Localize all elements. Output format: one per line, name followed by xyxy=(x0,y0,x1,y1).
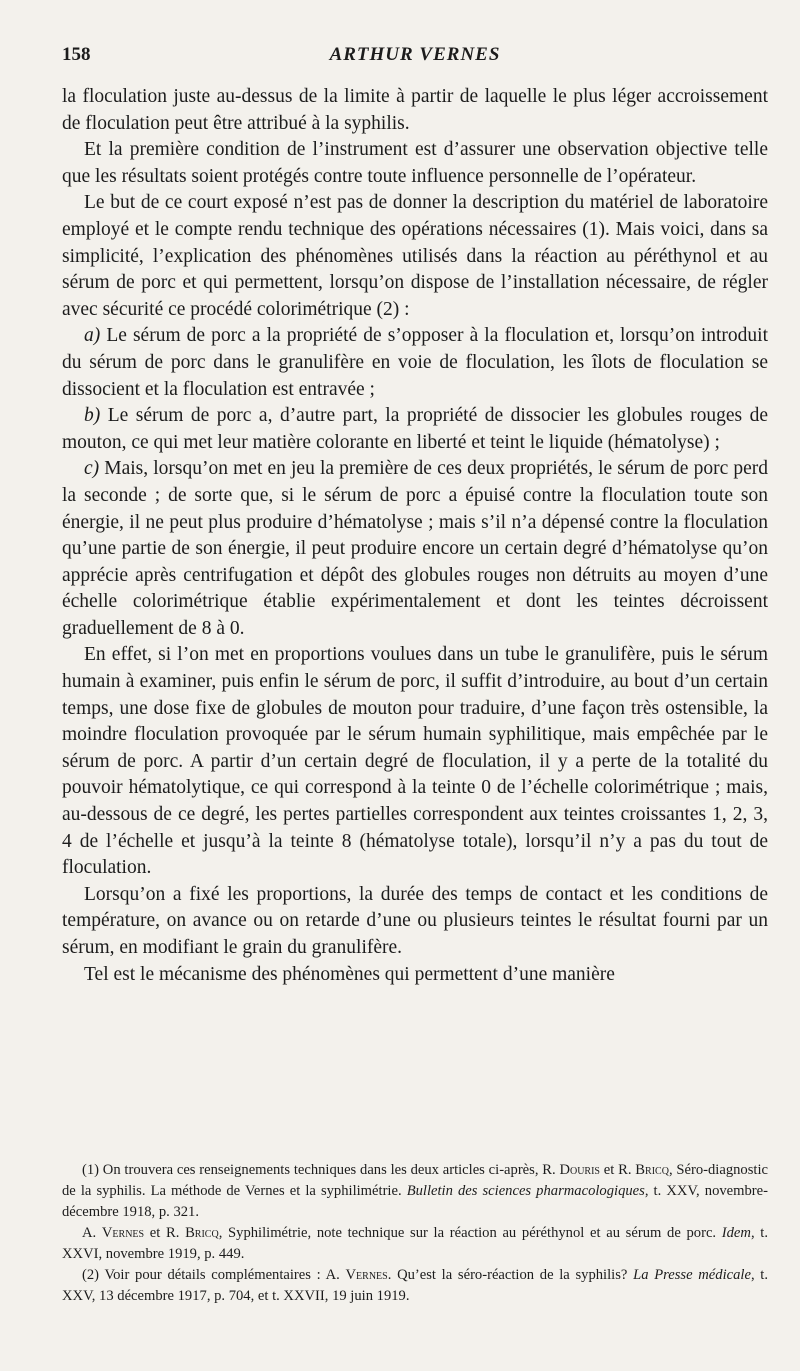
footnote-1 xyxy=(62,1160,768,1223)
paragraph-1: la floculation juste au-dessus de la limite à partir de laquelle le plus léger accroissement de floculation peut être attribué à la syphilis. xyxy=(62,86,768,134)
footnote-1-text: et R. xyxy=(600,1162,636,1178)
footnote-2 xyxy=(62,1265,768,1307)
author-name: Bricq xyxy=(185,1225,219,1241)
list-marker-c: c) xyxy=(84,458,100,480)
paragraph-9: Tel est le mécanisme des phénomènes qui permettent d’une manière xyxy=(84,963,615,985)
author-name: Bricq xyxy=(635,1162,669,1178)
page-header xyxy=(62,44,768,72)
paragraph-c-text: Mais, lorsqu’on met en jeu la première de ces deux propriétés, le sérum de porc perd la seconde ; de sorte que, si le sérum de porc a épuisé contre la floculation toute son énergie, il ne peut plus produire d’hématolyse ; mais s’il n’a dépensé contre la floculation qu’une partie de son énergie, il peut produire encore un certain degré d’hématolyse qu’on apprécie après centrifugation et dépôt des globules rouges non détruits au moyen d’une échelle colorimétrique établie expérimentalement et dont les teintes décroissent graduellement de 8 à 0. xyxy=(62,458,768,639)
footnote-1-text: (1) On trouvera ces renseignements techniques dans les deux articles ci-après, R. xyxy=(82,1162,560,1178)
footnote-3-text: , t. XXV, 13 décembre 1917, p. 704, et t. XXVII, 19 juin 1919. xyxy=(62,1267,768,1304)
paragraph-2: Et la première condition de l’instrument est d’assurer une observation objective telle que les résultats soient protégés contre toute influence personnelle de l’opérateur. xyxy=(62,139,768,187)
page-number: 158 xyxy=(62,44,91,65)
paragraph-8: Lorsqu’on a fixé les proportions, la durée des temps de contact et les conditions de température, on avance ou on retarde d’une ou plusieurs teintes le résultat fourni par un sérum, en modifiant le grain du granulifère. xyxy=(62,883,768,958)
paragraph-a xyxy=(62,323,768,403)
journal-title: Idem xyxy=(721,1225,751,1241)
running-head: ARTHUR VERNES xyxy=(329,44,501,65)
footnote-1-text: , Séro-diagnostic de la syphilis. La méthode de Vernes et la syphilimétrie. xyxy=(62,1162,768,1199)
paragraph-b-text: Le sérum de porc a, d’autre part, la propriété de dissocier les globules rouges de mouton, ce qui met leur matière colorante en liberté et teint le liquide (hématolyse) ; xyxy=(62,405,768,453)
author-name: Vernes xyxy=(101,1225,145,1241)
footnote-2-text: A. xyxy=(82,1225,102,1241)
footnote-3-text: (2) Voir pour détails complémentaires : A. xyxy=(82,1267,346,1283)
author-name: Douris xyxy=(559,1162,600,1178)
list-marker-b: b) xyxy=(84,405,101,427)
paragraph-b xyxy=(62,403,768,456)
paragraph-7: En effet, si l’on met en proportions voulues dans un tube le granulifère, puis le sérum humain à examiner, puis enfin le sérum de porc, il suffit d’introduire, au bout d’un certain temps, une dose fixe de globules de mouton pour traduire, d’une façon très ostensible, la moindre floculation provoquée par le sérum humain syphilitique, mais empêchée par le sérum de porc. A partir d’un certain degré de floculation, il y a perte de la totalité du pouvoir hématolytique, ce qui correspond à la teinte 0 de l’échelle colorimétrique ; mais, au-dessous de ce degré, les pertes partielles correspondent aux teintes croissantes 1, 2, 3, 4 de l’échelle et jusqu’à la teinte 8 (hématolyse totale), lorsqu’il n’y a pas du tout de floculation. xyxy=(62,644,768,879)
footnotes xyxy=(62,1160,768,1307)
footnote-1-continued xyxy=(62,1223,768,1265)
paragraph-a-text: Le sérum de porc a la propriété de s’opposer à la floculation et, lorsqu’on introduit du sérum de porc dans le granulifère en voie de floculation, les îlots de floculation se dissocient et la floculation est entravée ; xyxy=(62,325,768,400)
journal-title: Bulletin des sciences pharmacologiques xyxy=(406,1183,645,1199)
footnote-2-text: , t. XXVI, novembre 1919, p. 449. xyxy=(62,1225,768,1262)
footnote-1-text: , t. XXV, novembre-décembre 1918, p. 321. xyxy=(62,1183,768,1220)
footnote-3-text: . Qu’est la séro-réaction de la syphilis? xyxy=(387,1267,634,1283)
body-text xyxy=(62,84,768,988)
footnote-2-text: , Syphilimétrie, note technique sur la réaction au péréthynol et au sérum de porc. xyxy=(218,1225,722,1241)
list-marker-a: a) xyxy=(84,325,101,347)
journal-title: La Presse médicale xyxy=(633,1267,751,1283)
paragraph-c xyxy=(62,456,768,642)
author-name: Vernes xyxy=(345,1267,388,1283)
paragraph-3: Le but de ce court exposé n’est pas de donner la description du matériel de laboratoire employé et le compte rendu technique des opérations nécessaires (1). Mais voici, dans sa simplicité, l’explication des phénomènes utilisés dans la réaction au péréthynol et au sérum de porc et qui permettent, lorsqu’on dispose de l’installation nécessaire, de régler avec sécurité ce procédé colorimétrique (2) : xyxy=(62,192,768,320)
footnote-2-text: et R. xyxy=(144,1225,186,1241)
